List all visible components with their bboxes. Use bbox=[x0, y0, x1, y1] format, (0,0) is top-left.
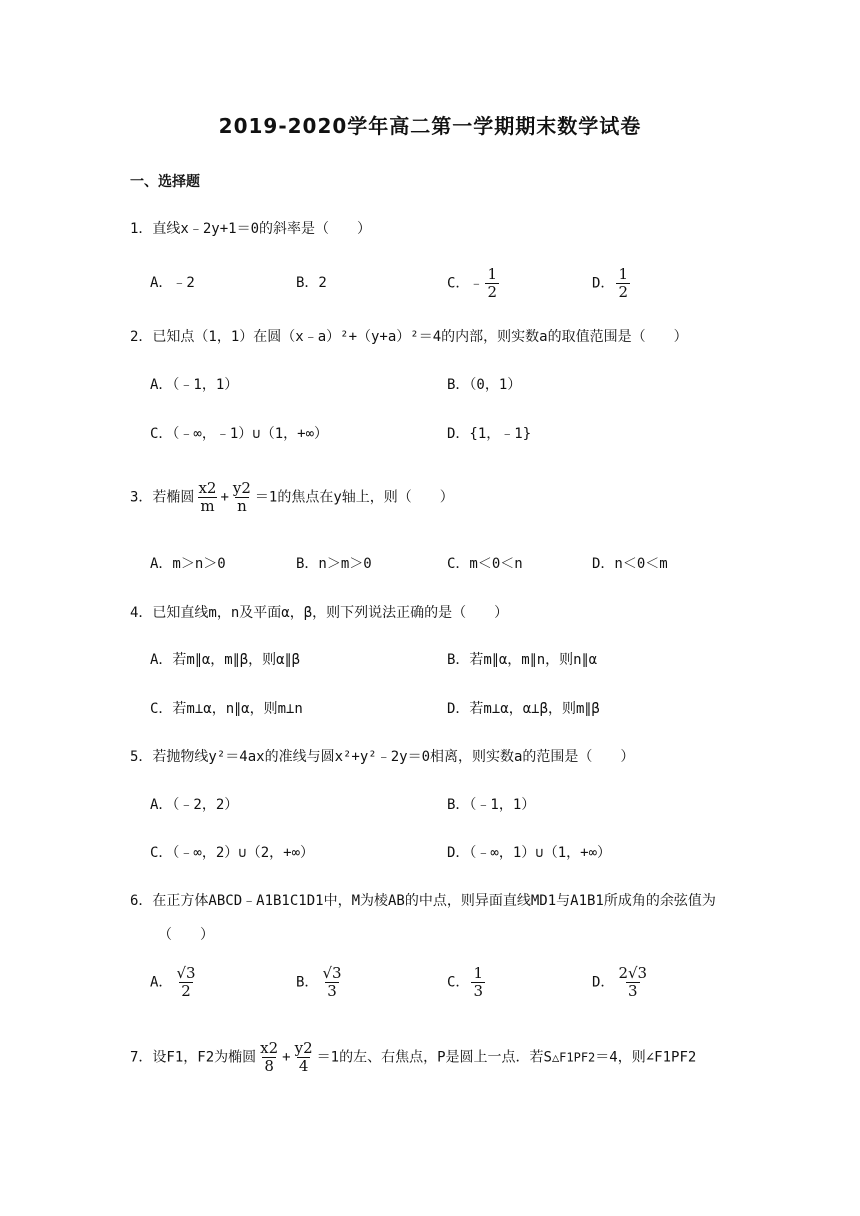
q2-option-b: B．（0，1） bbox=[447, 377, 522, 393]
q3-suffix: ＝1的焦点在y轴上，则（ ） bbox=[254, 489, 454, 506]
fraction-numerator: 1 bbox=[473, 964, 483, 982]
q7-plus: + bbox=[282, 1049, 291, 1066]
q6-option-a-label: A． bbox=[150, 974, 173, 991]
q4-option-b: B．若m∥α，m∥n，则n∥α bbox=[447, 652, 598, 668]
question-4-stem: 4．已知直线m，n及平面α，β，则下列说法正确的是（ ） bbox=[130, 605, 509, 621]
fraction-denominator: 4 bbox=[298, 1057, 309, 1075]
q5-option-d: D．（﹣∞，1）∪（1，+∞） bbox=[447, 845, 612, 861]
fraction-numerator: 2√3 bbox=[618, 964, 648, 982]
q4-option-d: D．若m⊥α，α⊥β，则m∥β bbox=[447, 701, 600, 717]
fraction-denominator: 2 bbox=[618, 283, 628, 301]
fraction-denominator: 2 bbox=[181, 982, 191, 1000]
question-6-stem-continued: （ ） bbox=[158, 927, 214, 943]
q6-c-fraction bbox=[471, 965, 485, 1000]
q6-option-b bbox=[296, 965, 346, 1000]
page-title: 2019-2020学年高二第一学期期末数学试卷 bbox=[218, 114, 642, 138]
fraction-numerator: √3 bbox=[322, 964, 342, 982]
q1-option-b: B．2 bbox=[296, 275, 327, 291]
question-1-stem: 1．直线x﹣2y+1＝0的斜率是（ ） bbox=[130, 221, 372, 237]
question-5-stem: 5．若抛物线y²＝4ax的准线与圆x²+y²﹣2y＝0相离，则实数a的范围是（ ） bbox=[130, 749, 635, 765]
fraction-denominator: 3 bbox=[473, 982, 483, 1000]
q3-option-d: D．n＜0＜m bbox=[592, 556, 668, 572]
question-2-stem: 2．已知点（1，1）在圆（x﹣a）²+（y+a）²＝4的内部，则实数a的取值范围是（ ） bbox=[130, 329, 688, 345]
q5-option-c: C．（﹣∞，2）∪（2，+∞） bbox=[150, 845, 315, 861]
fraction-numerator: x2 bbox=[260, 1039, 279, 1057]
fraction-denominator: 3 bbox=[327, 982, 337, 1000]
q2-option-c: C．（﹣∞，﹣1）∪（1，+∞） bbox=[150, 426, 329, 442]
q1-d-fraction bbox=[616, 266, 630, 301]
q7-triangle-subscript: △F1PF2 bbox=[551, 1050, 596, 1065]
q7-fraction-x bbox=[258, 1040, 280, 1075]
fraction-denominator: m bbox=[200, 497, 215, 515]
q1-option-d bbox=[592, 266, 632, 301]
q3-plus: + bbox=[220, 489, 229, 506]
q1-option-c-label: C．﹣ bbox=[447, 275, 484, 292]
q6-option-d bbox=[592, 965, 651, 1000]
fraction-numerator: x2 bbox=[198, 479, 217, 497]
q6-option-c-label: C． bbox=[447, 974, 470, 991]
question-3-stem bbox=[130, 480, 454, 515]
q7-prefix: 7．设F1，F2为椭圆 bbox=[130, 1049, 257, 1066]
fraction-numerator: √3 bbox=[176, 964, 196, 982]
q2-option-d: D．{1，﹣1} bbox=[447, 426, 532, 442]
q3-fraction-y bbox=[231, 480, 253, 515]
fraction-numerator: y2 bbox=[232, 479, 251, 497]
fraction-denominator: 2 bbox=[487, 283, 497, 301]
fraction-denominator: 3 bbox=[627, 982, 638, 1000]
q1-option-c bbox=[447, 266, 501, 301]
q4-option-a: A．若m∥α，m∥β，则α∥β bbox=[150, 652, 301, 668]
question-7-stem bbox=[130, 1040, 696, 1075]
q6-a-fraction bbox=[174, 965, 197, 1000]
q1-option-a: A．﹣2 bbox=[150, 275, 195, 291]
section-heading: 一、选择题 bbox=[130, 174, 200, 190]
q3-prefix: 3．若椭圆 bbox=[130, 489, 195, 506]
q6-d-fraction bbox=[616, 965, 649, 1000]
q6-option-a bbox=[150, 965, 200, 1000]
q7-suffix: ＝4，则∠F1PF2 bbox=[595, 1049, 697, 1066]
fraction-numerator: 1 bbox=[618, 265, 628, 283]
q6-b-fraction bbox=[320, 965, 343, 1000]
q4-option-c: C．若m⊥α，n∥α，则m⊥n bbox=[150, 701, 303, 717]
q3-option-c: C．m＜0＜n bbox=[447, 556, 523, 572]
q3-option-b: B．n＞m＞0 bbox=[296, 556, 372, 572]
fraction-denominator: n bbox=[237, 497, 247, 515]
question-6-stem: 6．在正方体ABCD﹣A1B1C1D1中，M为棱AB的中点，则异面直线MD1与A1B1所成角的余弦值为 bbox=[130, 893, 716, 909]
q6-option-c bbox=[447, 965, 487, 1000]
fraction-numerator: y2 bbox=[294, 1039, 313, 1057]
fraction-denominator: 8 bbox=[264, 1057, 274, 1075]
q5-option-a: A．（﹣2，2） bbox=[150, 797, 239, 813]
q1-option-d-label: D． bbox=[592, 275, 615, 292]
q3-option-a: A．m＞n＞0 bbox=[150, 556, 226, 572]
q7-mid: ＝1的左、右焦点，P是圆上一点．若S bbox=[316, 1049, 552, 1066]
q5-option-b: B．（﹣1，1） bbox=[447, 797, 536, 813]
q6-option-d-label: D． bbox=[592, 974, 615, 991]
q3-fraction-x bbox=[196, 480, 218, 515]
fraction-numerator: 1 bbox=[487, 265, 497, 283]
q2-option-a: A．（﹣1，1） bbox=[150, 377, 239, 393]
q6-option-b-label: B． bbox=[296, 974, 319, 991]
q1-c-fraction bbox=[485, 266, 499, 301]
q7-fraction-y bbox=[293, 1040, 315, 1075]
